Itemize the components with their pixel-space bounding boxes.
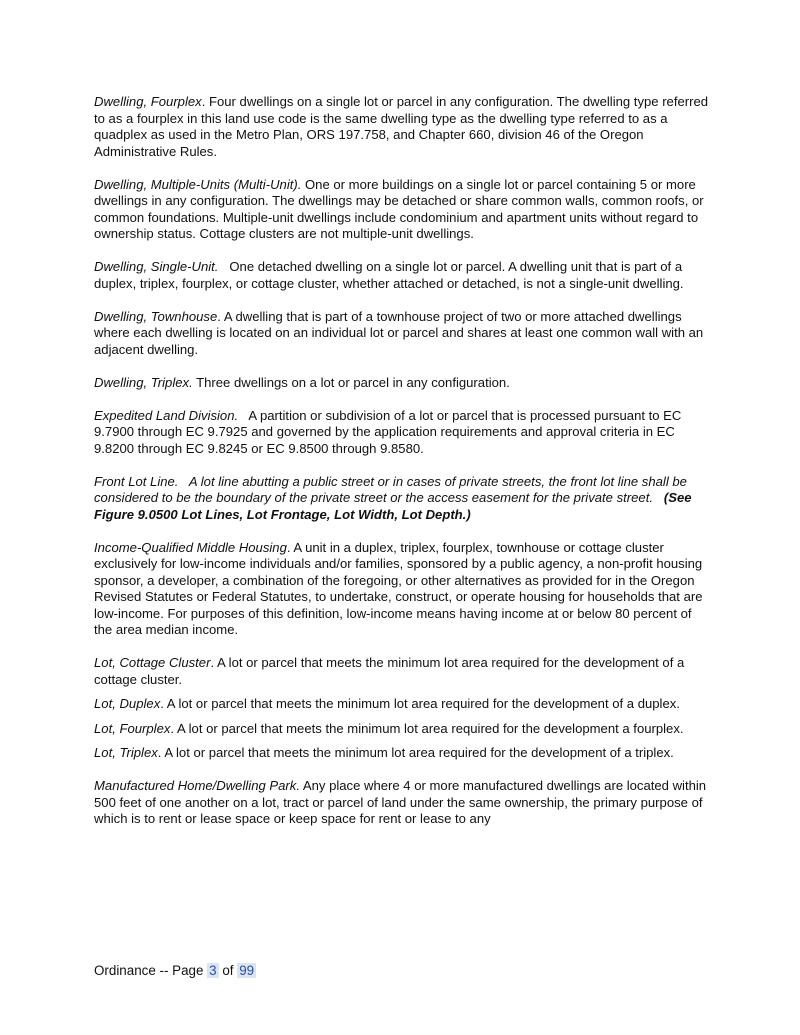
definition-text: . A unit in a duplex, triplex, fourplex, townhouse or cottage cluster exclusively for low-income individuals and/or families, sponsored by a public agency, a non-profit housing sponsor, a developer, a combination of the foregoing, or other alternatives as provided for in the Oregon Revised Statutes or Federal Statutes, to undertake, construct, or operate housing for households that are low-income. For purposes of this definition, low-income means having income at or below 80 percent of the area median income. [94,539,703,637]
definition-text: One or more buildings on a single lot or parcel containing 5 or more dwellings in any configuration. The dwellings may be detached or share common walls, common roofs, or common foundations. Multiple-unit dwellings include condominium and apartment units without regard to ownership status. Cottage clusters are not multiple-unit dwellings. [94,176,704,241]
definition-dwelling-multi-unit [94,177,710,243]
term: Income-Qualified Middle Housing [94,539,287,555]
definition-expedited-land-division [94,408,710,458]
document-body [94,94,710,844]
definition-text: . A lot or parcel that meets the minimum lot area required for the development a fourplex. [170,720,684,736]
term: Dwelling, Fourplex [94,94,202,109]
footer-label: Ordinance -- Page [94,963,208,978]
term: Lot, Triplex [94,745,158,760]
definition-text: Any place where 4 or more manufactured dwellings are located within 500 feet of one another on a lot, tract or parcel of land under the same ownership, the primary purpose of which is to rent or lease space or keep space for rent or lease to any [94,778,707,826]
definition-text: A lot line abutting a public street or in cases of private streets, the front lot line shall be considered to be the boundary of the private street or the access easement for the private street. [94,473,691,505]
definition-text: . A lot or parcel that meets the minimum lot area required for the development of a duplex. [160,696,680,711]
definition-text: Three dwellings on a lot or parcel in any configuration. [192,374,510,390]
definition-text: . A lot or parcel that meets the minimum lot area required for the development of a triplex. [157,745,674,760]
definition-income-qualified-middle-housing [94,540,710,639]
definition-text: . A lot or parcel that meets the minimum lot area required for the development of a cottage cluster. [94,655,685,687]
term: Lot, Cottage Cluster [94,655,211,670]
definition-lot-triplex [94,745,710,762]
definition-text: . Four dwellings on a single lot or parcel in any configuration. The dwelling type referred to as a fourplex in this land use code is the same dwelling type as the dwelling type referred to as a quadplex as used in the Metro Plan, ORS 197.758, and Chapter 660, division 46 of the Oregon Administrative Rules. [94,94,709,159]
definition-manufactured-home-park [94,778,710,828]
term: Lot, Duplex [94,696,161,711]
term: Dwelling, Single-Unit. [94,259,219,274]
term: Lot, Fourplex [94,720,171,736]
page-footer [94,963,256,978]
definition-text: . A dwelling that is part of a townhouse project of two or more attached dwellings where each dwelling is located on an individual lot or parcel and shares at least one common wall with an adjacent dwelling. [94,308,704,357]
figure-reference: (See Figure 9.0500 Lot Lines, Lot Frontage, Lot Width, Lot Depth.) [94,490,692,522]
definition-lot-duplex [94,696,710,713]
page-number-field: 3 [209,963,217,978]
term: Front Lot Line. [94,473,179,489]
definition-dwelling-fourplex [94,94,710,160]
definition-text: A partition or subdivision of a lot or parcel that is processed pursuant to EC 9.7900 through EC 9.7925 and governed by the application requirements and approval criteria in EC 9.8200 through EC 9.8245 or EC 9.8500 through 9.8580. [94,407,686,456]
page-total-field: 99 [239,963,255,978]
term: Dwelling, Multiple-Units (Multi-Unit). [94,176,302,192]
definition-lot-fourplex [94,721,710,738]
term: Expedited Land Division. [94,407,239,423]
definition-text: One detached dwelling on a single lot or parcel. A dwelling unit that is part of a duplex, triplex, fourplex, or cottage cluster, whether attached or detached, is not a single-unit dwelling. [94,259,686,291]
definition-dwelling-townhouse [94,309,710,359]
footer-of: of [218,963,238,978]
definition-dwelling-triplex [94,375,710,392]
term: Manufactured Home/Dwelling Park. [94,778,300,793]
definition-front-lot-line [94,474,710,524]
definition-dwelling-single-unit [94,259,710,292]
term: Dwelling, Triplex. [94,374,193,390]
term: Dwelling, Townhouse [94,308,218,324]
definition-lot-cottage-cluster [94,655,710,688]
